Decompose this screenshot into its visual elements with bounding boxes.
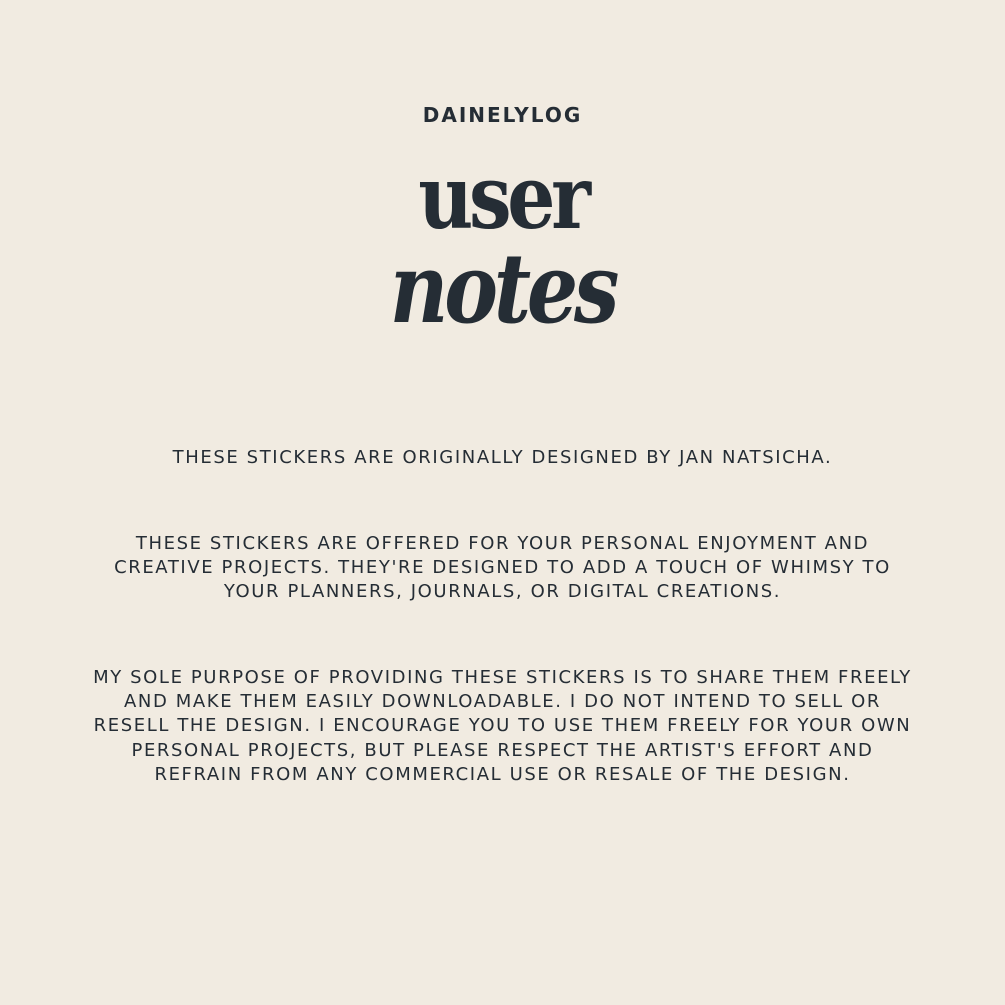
title-user: user: [418, 145, 587, 249]
title-notes: notes: [389, 232, 616, 345]
purpose-paragraph: MY SOLE PURPOSE OF PROVIDING THESE STICKERS IS TO SHARE THEM FREELY AND MAKE THEM EASILY DOWNLOADABLE. I DO NOT INTEND TO SELL OR RESELL THE DESIGN. I ENCOURAGE YOU TO USE THEM FREELY FOR YOUR OWN PERSONAL PROJECTS, BUT PLEASE RESPECT THE ARTIST'S EFFORT AND REFRAIN FROM ANY COMMERCIAL USE OR RESALE OF THE DESIGN.: [93, 667, 912, 785]
brand-name: DAINELYLOG: [422, 103, 583, 127]
usage-paragraph: THESE STICKERS ARE OFFERED FOR YOUR PERSONAL ENJOYMENT AND CREATIVE PROJECTS. THEY'RE DESIGNED TO ADD A TOUCH OF WHIMSY TO YOUR PLANNERS, JOURNALS, OR DIGITAL CREATIONS.: [114, 533, 891, 603]
designer-credit-paragraph: THESE STICKERS ARE ORIGINALLY DESIGNED BY JAN NATSICHA.: [172, 447, 833, 468]
